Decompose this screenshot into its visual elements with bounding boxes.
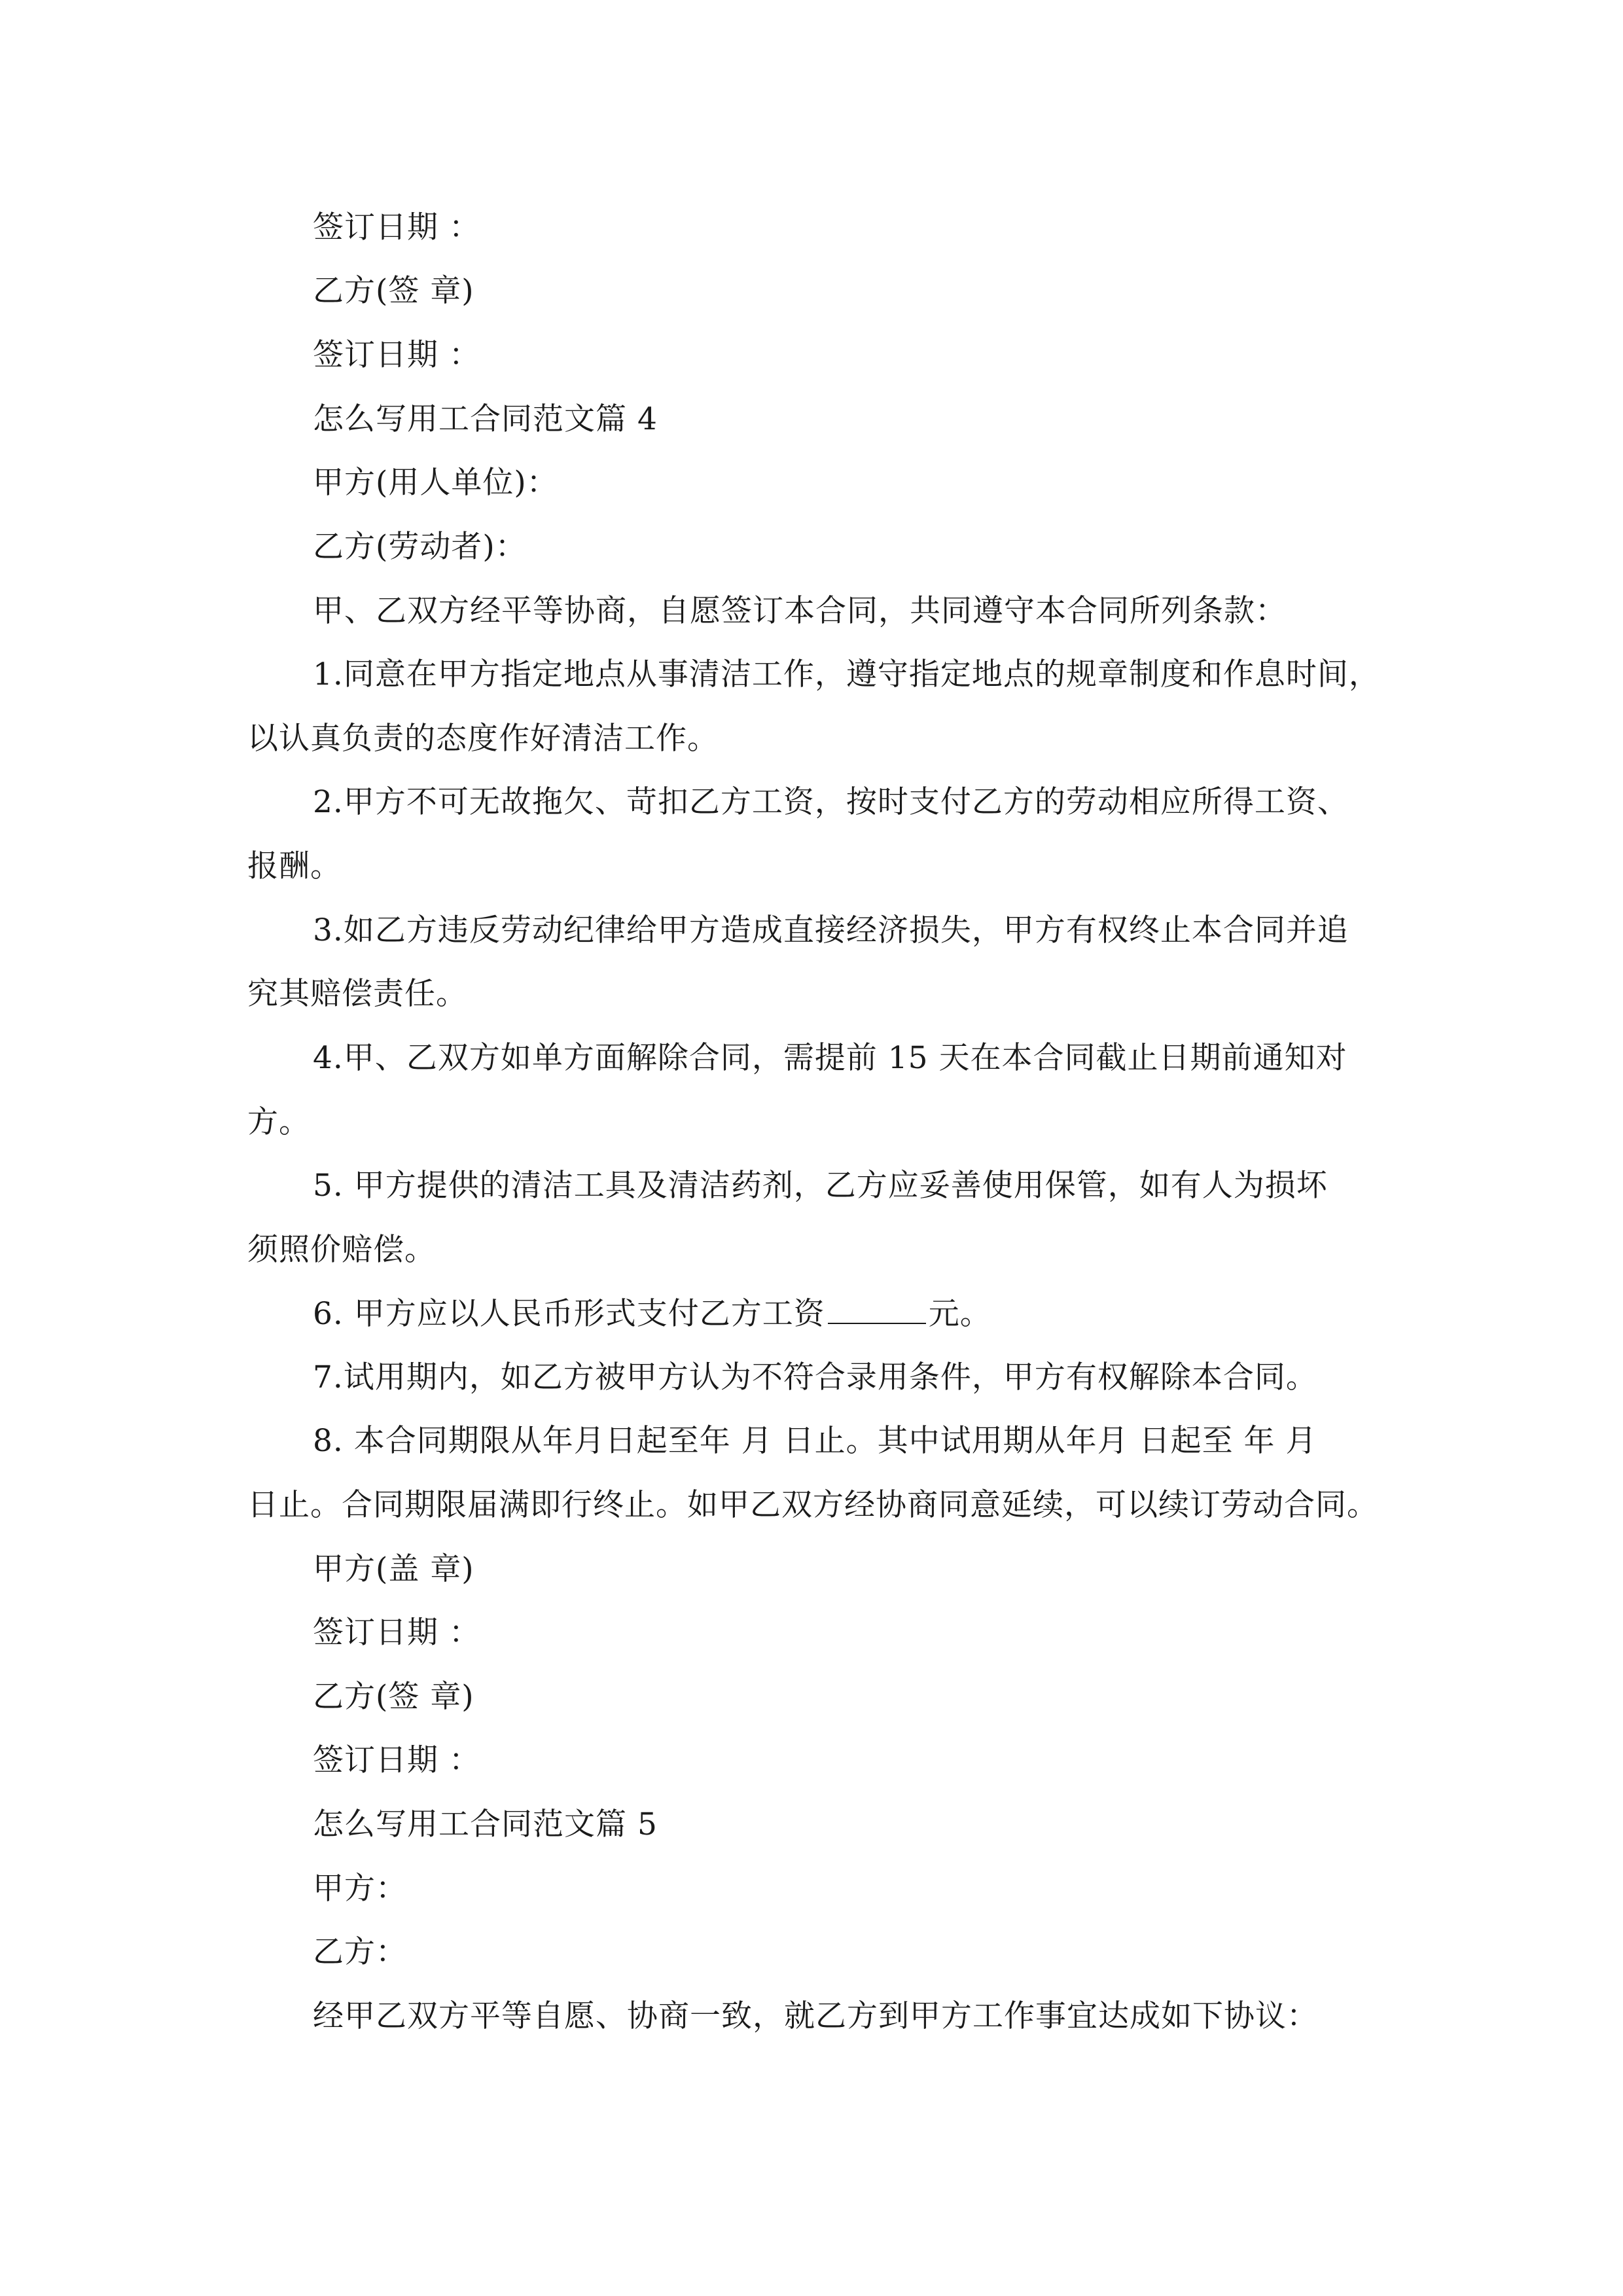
clause-7: 7.试用期内，如乙方被甲方认为不符合录用条件，甲方有权解除本合同。 xyxy=(313,1359,1317,1395)
section-title-5: 怎么写用工合同范文篇 5 xyxy=(313,1806,658,1842)
party-a-label: 甲方： xyxy=(313,1871,407,1907)
clause-6-text: 6. 甲方应以人民币形式支付乙方工资 xyxy=(313,1296,825,1332)
preamble-paragraph: 甲、乙双方经平等协商，自愿签订本合同，共同遵守本合同所列条款： xyxy=(313,593,1287,629)
clause-4-line-1: 4.甲、乙双方如单方面解除合同，需提前 15 天在本合同截止日期前通知对 xyxy=(313,1040,1347,1076)
clause-2-line-1: 2.甲方不可无故拖欠、苛扣乙方工资，按时支付乙方的劳动相应所得工资、 xyxy=(313,784,1349,820)
sign-date-label-1: 签订日期 ： xyxy=(313,209,480,245)
party-b-worker-label: 乙方(劳动者)： xyxy=(313,529,527,565)
clause-1-line-2: 以认真负责的态度作好清洁工作。 xyxy=(247,721,719,757)
clause-5-line-2: 须照价赔偿。 xyxy=(247,1232,436,1268)
party-b-label: 乙方： xyxy=(313,1934,407,1970)
sign-date-label-3: 签订日期 ： xyxy=(313,1615,480,1651)
clause-2-line-2: 报酬。 xyxy=(247,848,342,884)
party-b-signature-label-2: 乙方(签 章) xyxy=(313,1679,474,1715)
party-b-signature-label-1: 乙方(签 章) xyxy=(313,273,474,309)
clause-3-line-2: 究其赔偿责任。 xyxy=(247,976,467,1012)
party-a-employer-label: 甲方(用人单位)： xyxy=(313,465,558,501)
clause-3-line-1: 3.如乙方违反劳动纪律给甲方造成直接经济损失，甲方有权终止本合同并追 xyxy=(313,912,1349,948)
clause-1-line-1: 1.同意在甲方指定地点从事清洁工作，遵守指定地点的规章制度和作息时间， xyxy=(313,656,1380,692)
clause-8-line-1: 8. 本合同期限从年月日起至年 月 日止。其中试用期从年月 日起至 年 月 xyxy=(313,1423,1317,1459)
clause-6 xyxy=(313,1294,1452,1334)
sign-date-label-2: 签订日期 ： xyxy=(313,337,480,373)
sign-date-label-4: 签订日期 ： xyxy=(313,1742,480,1778)
section-title-4: 怎么写用工合同范文篇 4 xyxy=(313,401,658,437)
clause-8-line-2: 日止。合同期限届满即行终止。如甲乙双方经协商同意延续，可以续订劳动合同。 xyxy=(247,1487,1378,1523)
clause-4-line-2: 方。 xyxy=(247,1104,310,1140)
party-a-seal-label: 甲方(盖 章) xyxy=(313,1551,474,1587)
agreement-intro: 经甲乙双方平等自愿、协商一致，就乙方到甲方工作事宜达成如下协议： xyxy=(313,1998,1318,2034)
clause-5-line-1: 5. 甲方提供的清洁工具及清洁药剂，乙方应妥善使用保管，如有人为损坏 xyxy=(313,1168,1328,1204)
salary-blank-field xyxy=(828,1294,926,1324)
clause-6-unit: 元。 xyxy=(928,1296,991,1332)
